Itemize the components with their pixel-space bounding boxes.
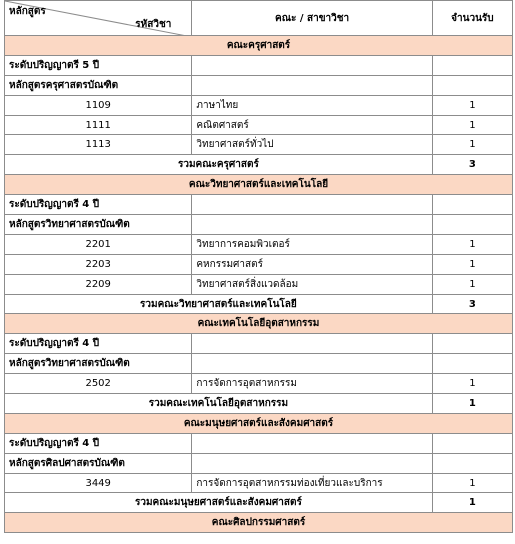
faculty-total-value: 3 <box>432 294 512 314</box>
course-code: 1113 <box>5 135 192 155</box>
empty-cell <box>192 195 432 215</box>
faculty-title: คณะเทคโนโลยีอุตสาหกรรม <box>5 314 513 334</box>
faculty-total-row <box>5 493 513 513</box>
quota-value: 1 <box>432 95 512 115</box>
major-name: วิทยาศาสตร์สิ่งแวดล้อม <box>192 274 432 294</box>
faculty-total-value: 1 <box>432 394 512 414</box>
empty-cell <box>432 75 512 95</box>
degree-level-row <box>5 55 513 75</box>
faculty-total-row <box>5 394 513 414</box>
faculty-total-value: 3 <box>432 155 512 175</box>
table-row <box>5 374 513 394</box>
major-name: วิทยาศาสตร์ทั่วไป <box>192 135 432 155</box>
empty-cell <box>432 354 512 374</box>
degree-level: ระดับปริญญาตรี 4 ปี <box>5 433 192 453</box>
major-name: การจัดการอุตสาหกรรมท่องเที่ยวและบริการ <box>192 473 432 493</box>
faculty-section-row <box>5 513 513 533</box>
quota-value: 1 <box>432 473 512 493</box>
header-code-label: รหัสวิชา <box>135 19 172 30</box>
quota-value: 1 <box>432 254 512 274</box>
quota-value: 1 <box>432 274 512 294</box>
course-code: 2502 <box>5 374 192 394</box>
quota-value: 1 <box>432 115 512 135</box>
table-row <box>5 254 513 274</box>
faculty-total-row <box>5 155 513 175</box>
faculty-section-row <box>5 36 513 56</box>
empty-cell <box>432 195 512 215</box>
faculty-section-row <box>5 175 513 195</box>
program-name: หลักสูตรศิลปศาสตรบัณฑิต <box>5 453 192 473</box>
program-row <box>5 453 513 473</box>
empty-cell <box>192 55 432 75</box>
degree-level-row <box>5 334 513 354</box>
header-program-label: หลักสูตร <box>9 6 46 17</box>
course-code: 2201 <box>5 234 192 254</box>
degree-level-row <box>5 195 513 215</box>
table-row <box>5 135 513 155</box>
table-row <box>5 234 513 254</box>
header-faculty: คณะ / สาขาวิชา <box>192 1 432 36</box>
faculty-total-label: รวมคณะเทคโนโลยีอุตสาหกรรม <box>5 394 433 414</box>
course-code: 2203 <box>5 254 192 274</box>
table-row <box>5 115 513 135</box>
faculty-total-row <box>5 294 513 314</box>
table-header-row <box>5 1 513 36</box>
faculty-title: คณะมนุษยศาสตร์และสังคมศาสตร์ <box>5 413 513 433</box>
major-name: การจัดการอุตสาหกรรม <box>192 374 432 394</box>
empty-cell <box>192 354 432 374</box>
faculty-total-label: รวมคณะครุศาสตร์ <box>5 155 433 175</box>
major-name: ภาษาไทย <box>192 95 432 115</box>
empty-cell <box>192 215 432 235</box>
empty-cell <box>192 453 432 473</box>
course-code: 1111 <box>5 115 192 135</box>
faculty-title: คณะศิลปกรรมศาสตร์ <box>5 513 513 533</box>
empty-cell <box>432 433 512 453</box>
empty-cell <box>432 453 512 473</box>
empty-cell <box>432 334 512 354</box>
empty-cell <box>432 55 512 75</box>
table-row <box>5 274 513 294</box>
header-corner-cell <box>5 1 192 36</box>
faculty-title: คณะครุศาสตร์ <box>5 36 513 56</box>
header-quota: จำนวนรับ <box>432 1 512 36</box>
faculty-total-label: รวมคณะมนุษยศาสตร์และสังคมศาสตร์ <box>5 493 433 513</box>
quota-value: 1 <box>432 234 512 254</box>
major-name: คณิตศาสตร์ <box>192 115 432 135</box>
degree-level-row <box>5 433 513 453</box>
faculty-section-row <box>5 314 513 334</box>
course-code: 2209 <box>5 274 192 294</box>
degree-level: ระดับปริญญาตรี 5 ปี <box>5 55 192 75</box>
table-row <box>5 473 513 493</box>
major-name: คหกรรมศาสตร์ <box>192 254 432 274</box>
program-name: หลักสูตรวิทยาศาสตรบัณฑิต <box>5 354 192 374</box>
major-name: วิทยาการคอมพิวเตอร์ <box>192 234 432 254</box>
program-row <box>5 75 513 95</box>
empty-cell <box>192 334 432 354</box>
empty-cell <box>192 433 432 453</box>
faculty-total-value: 1 <box>432 493 512 513</box>
course-code: 1109 <box>5 95 192 115</box>
empty-cell <box>192 75 432 95</box>
empty-cell <box>432 215 512 235</box>
faculty-total-label: รวมคณะวิทยาศาสตร์และเทคโนโลยี <box>5 294 433 314</box>
course-code: 3449 <box>5 473 192 493</box>
degree-level: ระดับปริญญาตรี 4 ปี <box>5 195 192 215</box>
program-name: หลักสูตรครุศาสตรบัณฑิต <box>5 75 192 95</box>
program-row <box>5 215 513 235</box>
admission-quota-table <box>4 0 513 533</box>
degree-level: ระดับปริญญาตรี 4 ปี <box>5 334 192 354</box>
table-row <box>5 95 513 115</box>
program-row <box>5 354 513 374</box>
faculty-title: คณะวิทยาศาสตร์และเทคโนโลยี <box>5 175 513 195</box>
program-name: หลักสูตรวิทยาศาสตรบัณฑิต <box>5 215 192 235</box>
quota-value: 1 <box>432 135 512 155</box>
faculty-section-row <box>5 413 513 433</box>
quota-value: 1 <box>432 374 512 394</box>
